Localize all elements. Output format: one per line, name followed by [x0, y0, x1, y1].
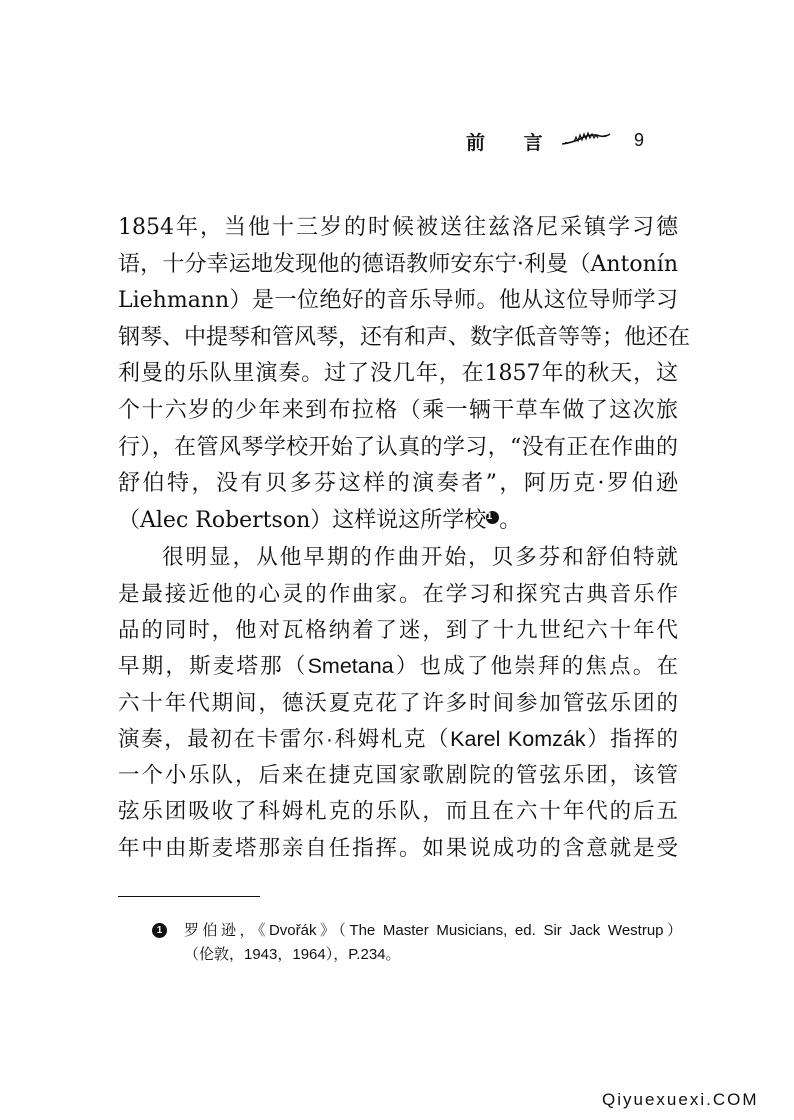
- text-line: 早期，斯麦塔那（Smetana）也成了他崇拜的焦点。在: [118, 654, 678, 679]
- text-line: 一个小乐队，后来在捷克国家歌剧院的管弦乐团，该管: [118, 763, 678, 788]
- page-number: 9: [634, 130, 645, 150]
- footnote-reference[interactable]: 1: [486, 511, 499, 524]
- text-line: 1854年，当他十三岁的时候被送往兹洛尼采镇学习德: [118, 215, 678, 240]
- header-ornament-icon: [560, 128, 612, 150]
- text-line-content: （Alec Robertson）这样说这所学校: [118, 507, 487, 533]
- text-line: 语，十分幸运地发现他的德语教师安东宁·利曼（Antonín: [118, 251, 678, 277]
- footnote-line-2: （伦敦，1943，1964），P.234。: [184, 946, 401, 963]
- text-line: 行），在管风琴学校开始了认真的学习，“没有正在作曲的: [118, 434, 678, 460]
- paragraph-2: [118, 539, 678, 866]
- text-line: Liehmann）是一位绝好的音乐导师。他从这位导师学习: [118, 288, 678, 314]
- text-line: 是最接近他的心灵的作曲家。在学习和探究古典音乐作: [118, 581, 678, 606]
- footnote-separator: [118, 896, 260, 897]
- text-line: 很明显，从他早期的作曲开始，贝多芬和舒伯特就: [162, 545, 678, 570]
- body-text: [118, 210, 691, 866]
- text-line: 品的同时，他对瓦格纳着了迷，到了十九世纪六十年代: [118, 617, 678, 642]
- text-line: 六十年代期间，德沃夏克花了许多时间参加管弦乐团的: [118, 690, 678, 715]
- paragraph-1: [118, 210, 691, 539]
- running-header-title: 前 言: [466, 132, 559, 154]
- text-line: 年中由斯麦塔那亲自任指挥。如果说成功的含意就是受: [118, 835, 678, 860]
- running-header: [460, 128, 660, 158]
- text-line-end: 。: [499, 507, 522, 533]
- text-line: 弦乐团吸收了科姆札克的乐队，而且在六十年代的后五: [118, 799, 678, 824]
- text-line: 演奏，最初在卡雷尔·科姆札克（Karel Komzák）指挥的: [118, 726, 678, 751]
- footnote-line-1: 罗伯逊，《Dvořák》（The Master Musicians, ed. Sir Jack Westrup）: [184, 922, 682, 939]
- text-line: [118, 503, 678, 540]
- text-line: 钢琴、中提琴和管风琴，还有和声、数字低音等等；他还在: [118, 324, 691, 350]
- watermark: Qiyuexuexi.COM: [602, 1090, 759, 1109]
- text-line: 个十六岁的少年来到布拉格（乘一辆干草车做了这次旅: [118, 397, 678, 423]
- text-line: 利曼的乐队里演奏。过了没几年，在1857年的秋天，这: [118, 361, 678, 387]
- footnote-marker: 1: [152, 923, 167, 938]
- text-line: 舒伯特，没有贝多芬这样的演奏者”，阿历克·罗伯逊: [118, 471, 678, 497]
